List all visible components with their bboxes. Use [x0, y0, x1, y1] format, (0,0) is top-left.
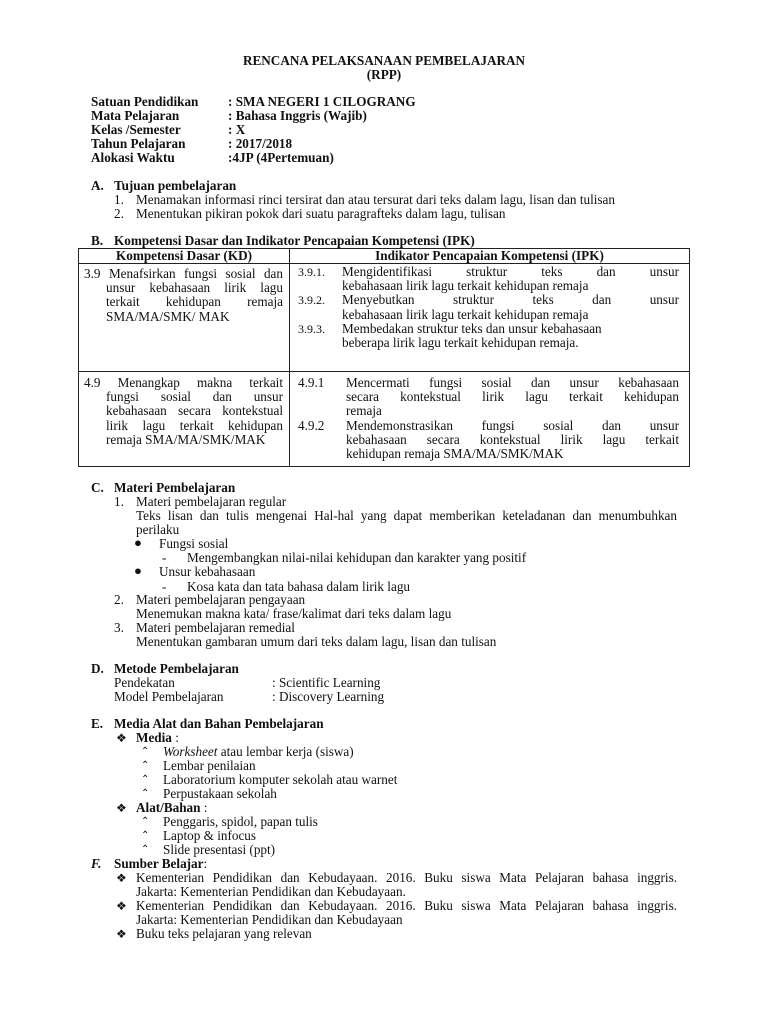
section-heading: Metode Pembelajaran — [114, 661, 239, 676]
four-diamond-bullet-icon: ❖ — [116, 871, 127, 885]
table-header: Kompetensi Dasar (KD) — [79, 249, 290, 264]
document-subtitle: (RPP) — [366, 67, 402, 82]
arrowhead-bullet-icon: ⌃ — [141, 746, 150, 757]
section-heading: Kompetensi Dasar dan Indikator Pencapaian Kompetensi (IPK) — [114, 233, 475, 248]
kd-line: terkait kehidupan remaja — [106, 294, 283, 310]
alat-item: Penggaris, spidol, papan tulis — [163, 814, 318, 829]
kd-cell — [79, 264, 290, 372]
ipk-line: secara kontekstual lirik lagu terkait kehidupan — [346, 389, 679, 405]
paragraph-line: Menentukan gambaran umum dari teks dalam lagu, lisan dan tulisan — [136, 634, 497, 649]
section-heading: Tujuan pembelajaran — [114, 178, 237, 193]
competency-table — [78, 248, 690, 467]
ipk-number: 3.9.1. — [298, 265, 325, 279]
table-header: Indikator Pencapaian Kompetensi (IPK) — [290, 249, 690, 264]
section-letter: F. — [91, 856, 102, 871]
paragraph-line: perilaku — [136, 522, 180, 537]
list-number: 2. — [114, 592, 124, 607]
bullet-item: Unsur kebahasaan — [159, 564, 256, 579]
list-item: Materi pembelajaran remedial — [136, 620, 295, 635]
dash-marker: - — [162, 579, 167, 594]
arrowhead-bullet-icon: ⌃ — [141, 844, 150, 855]
kd-line: 4.9 Menangkap makna terkait — [84, 375, 283, 390]
dot-bullet-icon: ● — [134, 563, 142, 578]
section-heading: Materi Pembelajaran — [114, 480, 236, 495]
paragraph-line: Teks lisan dan tulis mengenai Hal-hal yang dapat memberikan keteladanan dan menumbuhkan — [136, 508, 677, 523]
colon: : — [175, 730, 179, 745]
media-item: Perpustakaan sekolah — [163, 786, 277, 801]
list-number: 2. — [114, 206, 124, 221]
arrowhead-bullet-icon: ⌃ — [141, 816, 150, 827]
section-heading: Sumber Belajar — [114, 856, 204, 871]
paragraph-line: Menemukan makna kata/ frase/kalimat dari teks dalam lagu — [136, 606, 452, 621]
media-label: Media — [136, 730, 172, 745]
four-diamond-bullet-icon: ❖ — [116, 899, 127, 913]
arrowhead-bullet-icon: ⌃ — [141, 788, 150, 799]
list-item: Menentukan pikiran pokok dari suatu paragrafteks dalam lagu, tulisan — [136, 206, 506, 221]
list-item: Materi pembelajaran regular — [136, 494, 287, 509]
table-row — [79, 264, 690, 372]
list-item: Menamakan informasi rinci tersirat dan atau tersurat dari teks dalam lagu, lisan dan tulisan — [136, 192, 615, 207]
media-item: Lembar penilaian — [163, 758, 256, 773]
kd-line: remaja SMA/MA/SMK/MAK — [106, 431, 266, 447]
arrowhead-bullet-icon: ⌃ — [141, 774, 150, 785]
identity-label: Satuan Pendidikan — [91, 94, 199, 109]
dash-marker: - — [162, 550, 167, 565]
ipk-line: beberapa lirik lagu terkait kehidupan remaja. — [342, 335, 579, 351]
worksheet-italic: Worksheet — [163, 744, 218, 759]
arrowhead-bullet-icon: ⌃ — [141, 760, 150, 771]
alat-item: Slide presentasi (ppt) — [163, 842, 276, 857]
ipk-number: 4.9.1 — [298, 375, 325, 390]
kd-line: fungsi sosial dan unsur — [106, 389, 283, 405]
identity-label: Mata Pelajaran — [91, 108, 180, 123]
four-diamond-bullet-icon: ❖ — [116, 927, 127, 941]
sub-item: Mengembangkan nilai-nilai kehidupan dan karakter yang positif — [187, 550, 527, 565]
kd-line: kebahasaan secara kontekstual — [106, 403, 283, 419]
ipk-cell — [290, 372, 690, 467]
arrowhead-bullet-icon: ⌃ — [141, 830, 150, 841]
kd-cell — [79, 372, 290, 467]
kd-line: 3.9 Menafsirkan fungsi sosial dan — [84, 266, 283, 281]
identity-label: Alokasi Waktu — [91, 150, 175, 165]
colon: : — [203, 800, 208, 815]
list-number: 3. — [114, 620, 124, 635]
source-line: Buku teks pelajaran yang relevan — [136, 926, 312, 941]
ipk-number: 4.9.2 — [298, 417, 325, 433]
section-letter: E. — [91, 716, 104, 731]
source-line: Kementerian Pendidikan dan Kebudayaan. 2016. Buku siswa Mata Pelajaran bahasa inggris. — [136, 870, 677, 885]
ipk-line: Menyebutkan struktur teks dan unsur — [342, 292, 679, 308]
media-item: Laboratorium komputer sekolah atau warnet — [163, 772, 398, 787]
section-letter: A. — [91, 178, 104, 193]
ipk-line: kebahasaan lirik lagu terkait kehidupan remaja — [342, 306, 589, 322]
sub-item: Kosa kata dan tata bahasa dalam lirik lagu — [187, 579, 411, 594]
four-diamond-bullet-icon: ❖ — [116, 801, 127, 815]
section-letter: B. — [91, 233, 104, 248]
identity-value: : SMA NEGERI 1 CILOGRANG — [228, 94, 416, 109]
section-letter: C. — [91, 480, 104, 495]
ipk-line: Membedakan struktur teks dan unsur kebahasaan — [342, 320, 602, 336]
ipk-line: remaja — [346, 403, 382, 419]
colon: : — [203, 856, 208, 871]
method-value: : Discovery Learning — [272, 689, 385, 704]
list-number: 1. — [114, 494, 124, 509]
ipk-line: kebahasaan secara kontekstual lirik lagu terkait — [346, 431, 679, 447]
identity-value: : 2017/2018 — [228, 136, 293, 151]
method-value: : Scientific Learning — [272, 675, 381, 690]
identity-value: :4JP (4Pertemuan) — [228, 150, 334, 165]
source-line: Kementerian Pendidikan dan Kebudayaan. 2016. Buku siswa Mata Pelajaran bahasa inggris. — [136, 898, 677, 913]
list-number: 1. — [114, 192, 124, 207]
kd-line: lirik lagu terkait kehidupan — [106, 417, 283, 433]
ipk-line: Mencermati fungsi sosial dan unsur kebahasaan — [346, 375, 679, 390]
list-item: Materi pembelajaran pengayaan — [136, 592, 306, 607]
identity-value: : Bahasa Inggris (Wajib) — [228, 108, 367, 123]
four-diamond-bullet-icon: ❖ — [116, 731, 127, 745]
ipk-number: 3.9.3. — [298, 321, 325, 336]
section-heading: Media Alat dan Bahan Pembelajaran — [114, 716, 324, 731]
dot-bullet-icon: ● — [134, 535, 142, 550]
method-label: Model Pembelajaran — [114, 689, 224, 704]
source-line: Jakarta: Kementerian Pendidikan dan Kebudayaan — [136, 912, 403, 927]
bullet-item: Fungsi sosial — [159, 536, 229, 551]
kd-line: unsur kebahasaan lirik lagu — [106, 280, 283, 296]
ipk-line: kehidupan remaja SMA/MA/SMK/MAK — [346, 446, 564, 462]
section-letter: D. — [91, 661, 104, 676]
ipk-line: Mendemonstrasikan fungsi sosial dan unsur — [346, 417, 679, 433]
worksheet-rest: atau lembar kerja (siswa) — [217, 744, 354, 759]
alat-label: Alat/Bahan — [136, 800, 201, 815]
identity-value: : X — [228, 122, 246, 137]
source-line: Jakarta: Kementerian Pendidikan dan Kebudayaan. — [136, 884, 406, 899]
ipk-line: Mengidentifikasi struktur teks dan unsur — [342, 264, 679, 279]
document-title: RENCANA PELAKSANAAN PEMBELAJARAN — [242, 53, 526, 68]
table-row — [79, 372, 690, 467]
alat-item: Laptop & infocus — [163, 828, 257, 843]
kd-line: SMA/MA/SMK/ MAK — [106, 308, 230, 324]
identity-label: Kelas /Semester — [91, 122, 181, 137]
ipk-line: kebahasaan lirik lagu terkait kehidupan remaja — [342, 278, 589, 294]
ipk-cell — [290, 264, 690, 372]
ipk-number: 3.9.2. — [298, 293, 325, 308]
identity-label: Tahun Pelajaran — [91, 136, 186, 151]
method-label: Pendekatan — [114, 675, 175, 690]
